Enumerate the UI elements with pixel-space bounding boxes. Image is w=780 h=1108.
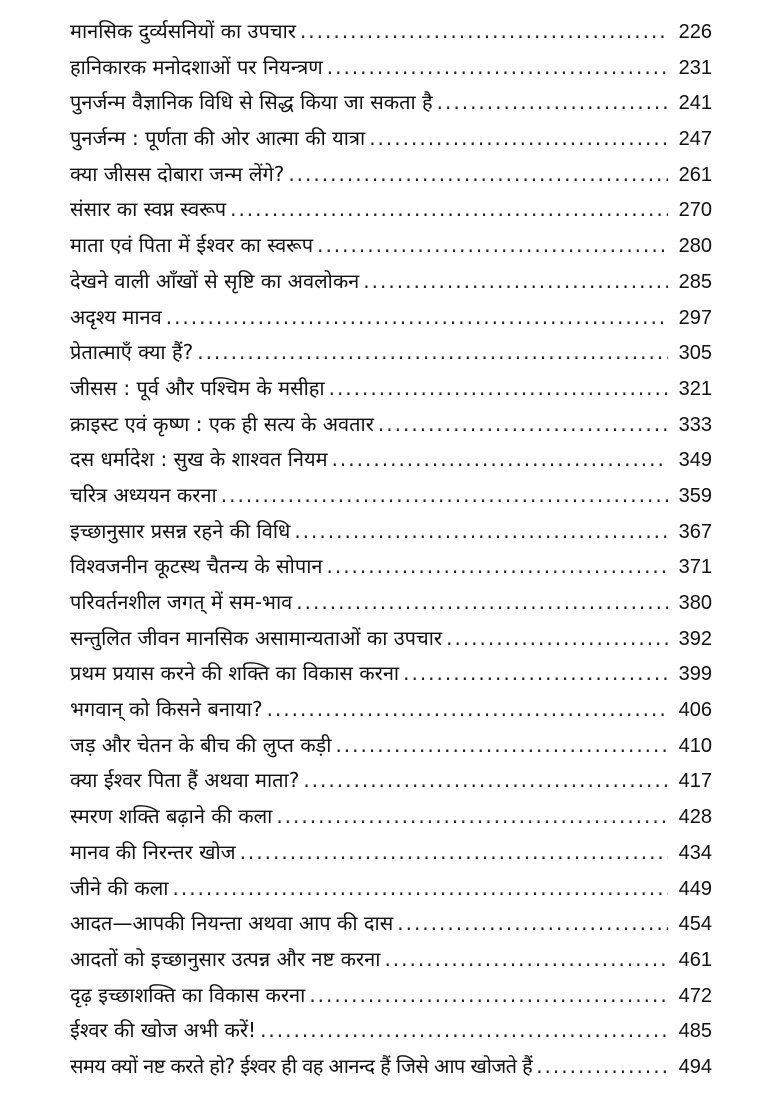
toc-dot-leader xyxy=(446,626,668,650)
toc-entry-title: परिवर्तनशील जगत् में सम-भाव xyxy=(70,590,293,614)
toc-dot-leader xyxy=(363,269,668,293)
toc-entry-page: 241 xyxy=(678,92,712,115)
toc-entry-title: क्या जीसस दोबारा जन्म लेंगे? xyxy=(70,161,285,186)
toc-entry xyxy=(70,17,712,53)
toc-entry-title: दस धर्मादेश : सुख के शाश्वत नियम xyxy=(70,447,328,472)
toc-entry-title: हानिकारक मनोदशाओं पर नियन्त्रण xyxy=(70,54,323,79)
toc-entry xyxy=(70,909,712,945)
toc-dot-leader xyxy=(260,1018,668,1042)
toc-dot-leader xyxy=(326,554,668,578)
toc-entry xyxy=(70,338,712,374)
toc-entry-title: प्रेतात्माएँ क्या हैं? xyxy=(70,340,194,365)
toc-entry-title: जीसस : पूर्व और पश्चिम के मसीहा xyxy=(70,375,325,400)
toc-entry-page: 371 xyxy=(678,556,712,579)
toc-entry xyxy=(70,838,712,874)
toc-entry-title: माता एवं पिता में ईश्वर का स्वरूप xyxy=(70,233,314,258)
toc-entry-title: क्राइस्ट एवं कृष्ण : एक ही सत्य के अवतार xyxy=(70,411,374,436)
toc-entry-page: 380 xyxy=(678,592,712,614)
toc-entry-page: 392 xyxy=(678,627,712,650)
toc-entry-page: 247 xyxy=(678,128,712,151)
toc-dot-leader xyxy=(230,197,668,221)
toc-entry xyxy=(70,124,712,160)
toc-entry-title: मानव की निरन्तर खोज xyxy=(70,839,236,864)
toc-entry-title: पुनर्जन्म : पूर्णता की ओर आत्मा की यात्रा xyxy=(70,126,366,151)
toc-entry-page: 270 xyxy=(678,199,712,222)
toc-entry xyxy=(70,374,712,410)
toc-entry xyxy=(70,659,712,695)
toc-entry xyxy=(70,53,712,89)
toc-entry-page: 285 xyxy=(678,270,712,293)
toc-dot-leader xyxy=(172,876,668,900)
toc-entry-page: 305 xyxy=(678,342,712,365)
toc-entry xyxy=(70,1052,712,1088)
toc-entry-title: दृढ़ इच्छाशक्ति का विकास करना xyxy=(70,982,306,1007)
toc-entry-title: ईश्वर की खोज अभी करें! xyxy=(70,1018,257,1043)
toc-entry xyxy=(70,195,712,231)
toc-entry-page: 461 xyxy=(678,948,712,971)
toc-dot-leader xyxy=(294,519,668,543)
toc-entry-page: 494 xyxy=(678,1055,712,1078)
toc-entry xyxy=(70,303,712,339)
toc-entry-page: 261 xyxy=(678,163,712,186)
toc-entry xyxy=(70,874,712,910)
toc-dot-leader xyxy=(166,305,668,329)
toc-dot-leader xyxy=(197,340,668,364)
toc-entry-page: 428 xyxy=(678,806,712,829)
toc-list xyxy=(70,17,712,1088)
toc-entry xyxy=(70,624,712,660)
toc-entry-title: चरित्र अध्ययन करना xyxy=(70,482,217,507)
toc-dot-leader xyxy=(240,840,668,864)
toc-entry xyxy=(70,981,712,1017)
toc-entry xyxy=(70,1016,712,1052)
toc-entry-page: 406 xyxy=(678,699,712,722)
toc-dot-leader xyxy=(378,412,668,436)
toc-entry-page: 297 xyxy=(678,306,712,329)
toc-entry-page: 410 xyxy=(678,734,712,757)
toc-dot-leader xyxy=(403,661,668,685)
toc-entry-page: 449 xyxy=(678,877,712,900)
toc-entry xyxy=(70,945,712,981)
toc-dot-leader xyxy=(300,19,668,43)
toc-dot-leader xyxy=(397,911,668,935)
toc-entry-page: 367 xyxy=(678,520,712,543)
toc-dot-leader xyxy=(332,447,668,471)
toc-dot-leader xyxy=(329,376,668,400)
toc-entry xyxy=(70,445,712,481)
toc-entry-title: पुनर्जन्म वैज्ञानिक विधि से सिद्ध किया जा सकता है xyxy=(70,90,433,115)
toc-entry-page: 485 xyxy=(678,1020,712,1043)
toc-entry-page: 399 xyxy=(678,663,712,686)
toc-entry xyxy=(70,517,712,553)
toc-dot-leader xyxy=(327,55,668,79)
toc-dot-leader xyxy=(335,733,668,757)
toc-entry-page: 321 xyxy=(678,377,712,400)
toc-entry-title: इच्छानुसार प्रसन्न रहने की विधि xyxy=(70,518,291,543)
toc-entry-page: 417 xyxy=(678,770,712,793)
toc-entry-title: प्रथम प्रयास करने की शक्ति का विकास करना xyxy=(70,661,400,686)
toc-dot-leader xyxy=(309,983,668,1007)
toc-dot-leader xyxy=(384,947,668,971)
toc-entry-page: 359 xyxy=(678,484,712,507)
toc-entry-title: देखने वाली आँखों से सृष्टि का अवलोकन xyxy=(70,268,360,293)
toc-entry xyxy=(70,731,712,767)
toc-entry-title: आदत—आपकी नियन्ता अथवा आप की दास xyxy=(70,911,394,936)
toc-entry xyxy=(70,552,712,588)
toc-entry-title: विश्वजनीन कूटस्थ चैतन्य के सोपान xyxy=(70,554,323,579)
toc-dot-leader xyxy=(303,768,668,792)
toc-dot-leader xyxy=(369,126,668,150)
toc-entry-page: 226 xyxy=(678,21,712,43)
toc-entry-title: संसार का स्वप्न स्वरूप xyxy=(70,197,227,222)
toc-dot-leader xyxy=(221,483,668,507)
toc-page xyxy=(70,17,712,1088)
toc-entry xyxy=(70,588,712,624)
toc-entry xyxy=(70,160,712,196)
toc-entry-title: भगवान् को किसने बनाया? xyxy=(70,697,263,722)
toc-entry-title: क्या ईश्वर पिता हैं अथवा माता? xyxy=(70,768,300,793)
toc-entry xyxy=(70,802,712,838)
toc-dot-leader xyxy=(317,233,668,257)
toc-dot-leader xyxy=(437,90,668,114)
toc-dot-leader xyxy=(296,590,668,614)
toc-entry-title: आदतों को इच्छानुसार उत्पन्न और नष्ट करना xyxy=(70,946,381,971)
toc-entry xyxy=(70,766,712,802)
toc-entry xyxy=(70,88,712,124)
toc-entry-page: 434 xyxy=(678,841,712,864)
toc-entry-title: जीने की कला xyxy=(70,875,169,900)
toc-entry-page: 231 xyxy=(678,56,712,79)
toc-entry xyxy=(70,410,712,446)
toc-entry-title: अदृश्य मानव xyxy=(70,304,162,329)
toc-entry xyxy=(70,695,712,731)
toc-entry-title: मानसिक दुर्व्यसनियों का उपचार xyxy=(70,19,296,43)
toc-entry-page: 333 xyxy=(678,413,712,436)
toc-dot-leader xyxy=(267,697,668,721)
toc-entry-title: स्मरण शक्ति बढ़ाने की कला xyxy=(70,804,273,829)
toc-entry-page: 472 xyxy=(678,984,712,1007)
toc-dot-leader xyxy=(276,804,668,828)
toc-entry xyxy=(70,267,712,303)
toc-entry xyxy=(70,481,712,517)
toc-entry-title: समय क्यों नष्ट करते हो? ईश्वर ही वह आनन्द हैं जिसे आप खोजते हैं xyxy=(70,1053,533,1078)
toc-dot-leader xyxy=(536,1054,668,1078)
toc-dot-leader xyxy=(288,162,668,186)
toc-entry-title: जड़ और चेतन के बीच की लुप्त कड़ी xyxy=(70,732,332,757)
toc-entry xyxy=(70,231,712,267)
toc-entry-title: सन्तुलित जीवन मानसिक असामान्यताओं का उपचार xyxy=(70,625,443,650)
toc-entry-page: 280 xyxy=(678,235,712,258)
toc-entry-page: 349 xyxy=(678,449,712,472)
toc-entry-page: 454 xyxy=(678,913,712,936)
